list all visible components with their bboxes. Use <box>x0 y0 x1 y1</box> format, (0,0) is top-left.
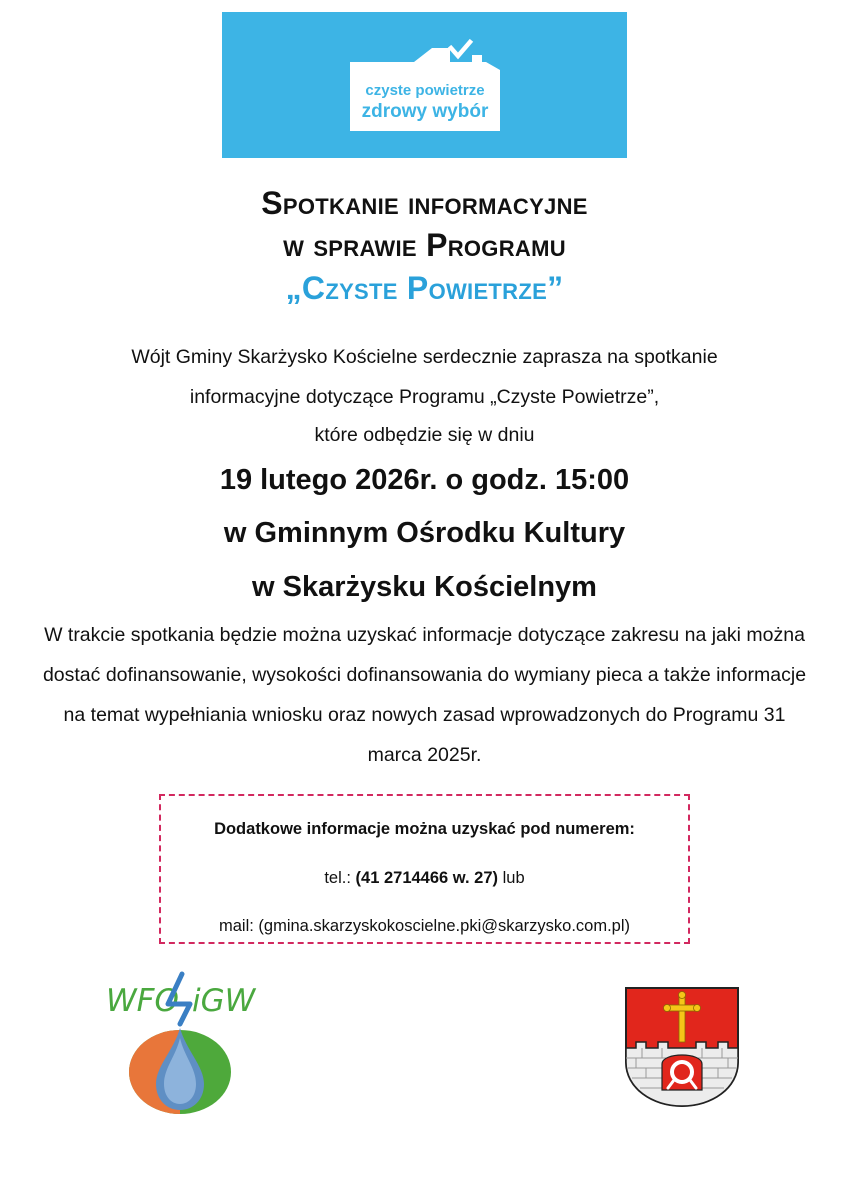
intro-line-3: które odbędzie się w dniu <box>314 424 535 446</box>
wfos-text-left: WFO <box>106 983 179 1019</box>
contact-box <box>159 794 690 944</box>
phone-prefix: tel.: <box>324 869 356 887</box>
title-line-2: w sprawie Programu <box>283 227 566 263</box>
wfosigw-logo <box>104 958 269 1123</box>
description: W trakcie spotkania będzie można uzyskać informacje dotyczące zakresu na jaki można dostać dofinansowanie, wysokości dofinansowania do wymiany pieca a także informacje na temat wypełniania wniosku oraz nowych zasad wprowadzonych do Programu 31 marca 2025r. <box>42 624 807 766</box>
title-line-1: Spotkanie informacyjne <box>261 185 588 221</box>
contact-heading: Dodatkowe informacje można uzyskać pod numerem: <box>214 820 635 838</box>
intro-line-2: informacyjne dotyczące Programu „Czyste Powietrze”, <box>189 386 660 408</box>
phone-number: (41 2714466 w. 27) <box>355 869 499 887</box>
czyste-powietrze-logo <box>222 12 627 158</box>
contact-phone <box>161 869 688 888</box>
house-checkmark-icon <box>222 12 627 158</box>
event-place-1: w Gminnym Ośrodku Kultury <box>223 517 626 549</box>
intro-line-1: Wójt Gminy Skarżysko Kościelne serdecznie zaprasza na spotkanie <box>131 346 718 368</box>
water-drop-icon <box>129 1028 231 1114</box>
logo-line1: czyste powietrze <box>365 82 485 99</box>
coat-of-arms-icon <box>622 984 742 1115</box>
contact-mail: mail: (gmina.skarzyskokoscielne.pki@skarzysko.com.pl) <box>218 917 631 935</box>
title-line-3: „Czyste Powietrze” <box>285 270 564 306</box>
logo-line2: zdrowy wybór <box>361 101 489 122</box>
event-place-2: w Skarżysku Kościelnym <box>252 571 597 603</box>
phone-suffix: lub <box>498 869 525 887</box>
event-date: 19 lutego 2026r. o godz. 15:00 <box>219 464 630 496</box>
wfos-text-right: iGW <box>192 983 256 1019</box>
